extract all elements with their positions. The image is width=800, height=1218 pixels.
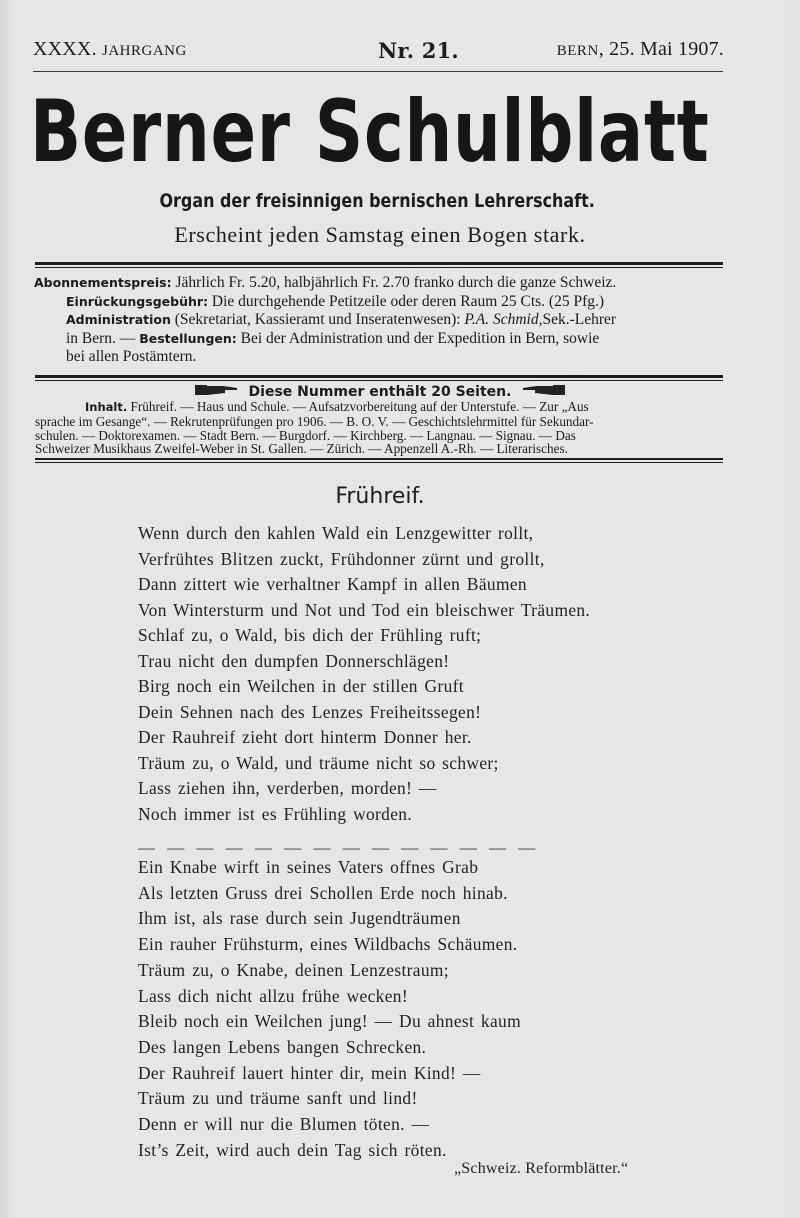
poem-stanza-2 [138, 855, 521, 1163]
newspaper-subtitle [0, 190, 755, 212]
page-count-text: Diese Nummer enthält 20 Seiten. [248, 384, 512, 400]
poem-line: Lass dich nicht allzu frühe wecken! [138, 985, 408, 1006]
subscription-price-text: Jährlich Fr. 5.20, halbjährlich Fr. 2.70 franko durch die ganze Schweiz. [171, 274, 617, 291]
poem-line: Birg noch ein Weilchen in der stillen Gruft [138, 676, 464, 696]
orders-text-2: bei allen Postämtern. [66, 348, 197, 365]
poem-source: „Schweiz. Reformblätter.“ [454, 1160, 629, 1177]
poem-line: Denn er will nur die Blumen töten. — [138, 1114, 430, 1135]
poem-line: Trau nicht den dumpfen Donnerschlägen! [138, 650, 450, 671]
stanza-separator: — — — — — — — — — — — — — — [138, 838, 540, 857]
pointing-hand-right-icon [195, 384, 239, 400]
poem-line: Dann zittert wie verhaltner Kampf in allen Bäumen [138, 574, 527, 594]
place-date [557, 38, 724, 61]
table-of-contents [35, 400, 725, 456]
administrator-name: P.A. Schmid, [464, 311, 543, 328]
poem-line: Des langen Lebens bangen Schrecken. [138, 1036, 427, 1057]
contents-line: schulen. — Doktorexamen. — Stadt Bern. — Burgdorf. — Kirchberg. — Langnau. — Signau. — Das [35, 427, 576, 443]
poem-stanza-1 [138, 521, 590, 827]
pointing-hand-left-icon [521, 384, 565, 400]
orders-text: Bei der Administration und der Expedition in Bern, sowie [236, 329, 600, 347]
poem-line: Träum zu und träume sanft und lind! [138, 1088, 418, 1109]
administration-text: (Sekretariat, Kassieramt und Inseratenwesen): [170, 311, 465, 328]
subscription-price-row [34, 274, 728, 293]
header-double-rule [35, 262, 723, 268]
poem-line: Der Rauhreif zieht dort hinterm Donner her. [138, 727, 472, 747]
subscription-price-label: Abonnementspreis: [34, 275, 172, 290]
administration-label: Administration [66, 312, 171, 327]
masthead-topline [33, 38, 724, 68]
orders-row [34, 330, 728, 349]
poem-line: Ihm ist, als rase durch sein Jugendträumen [138, 908, 461, 929]
poem-line: Ein Knabe wirft in seines Vaters offnes Grab [138, 857, 479, 877]
poem-line: Ein rauher Frühsturm, eines Wildbachs Schäumen. [138, 934, 518, 955]
poem-line: Als letzten Gruss drei Schollen Erde noch hinab. [138, 882, 508, 903]
poem-line: Wenn durch den kahlen Wald ein Lenzgewitter rollt, [138, 523, 534, 543]
poem-line: Der Rauhreif lauert hinter dir, mein Kind! — [138, 1062, 481, 1083]
orders-label: Bestellungen: [139, 330, 237, 346]
contents-line: sprache im Gesange“. — Rekrutenprüfungen pro 1906. — B. O. V. — Geschichtslehrmittel für Sekundar- [35, 413, 594, 429]
info-double-rule [35, 375, 723, 381]
poem-line: Noch immer ist es Frühling worden. [138, 803, 413, 824]
subscription-info [34, 274, 728, 367]
date: , 25. Mai 1907. [598, 38, 724, 60]
subtitle-text: Organ der freisinnigen bernischen Lehrerschaft. [159, 190, 596, 212]
poem-line: Lass ziehen ihn, verderben, morden! — [138, 778, 437, 798]
contents-text: Frühreif. — Haus und Schule. — Aufsatzvorbereitung auf der Unterstufe. — Zur „Aus [127, 399, 589, 414]
insertion-fee-text: Die durchgehende Petitzeile oder deren Raum 25 Cts. (25 Pfg.) [208, 292, 605, 310]
poem-line: Von Wintersturm und Not und Tod ein bleischwer Träumen. [138, 599, 591, 620]
masthead-rule [33, 71, 723, 72]
page-count-banner [0, 384, 760, 400]
contents-line: Schweizer Musikhaus Zweifel-Weber in St. Gallen. — Zürich. — Appenzell A.-Rh. — Literarisches. [35, 441, 568, 457]
place: BERN [556, 43, 599, 59]
contents-double-rule [35, 458, 723, 463]
administration-place: in Bern. — [66, 329, 140, 347]
insertion-fee-label: Einrückungsgebühr: [66, 293, 209, 309]
contents-line [35, 400, 725, 415]
insertion-fee-row [34, 293, 728, 312]
contents-label: Inhalt. [85, 400, 128, 414]
poem-line: Dein Sehnen nach des Lenzes Freiheitssegen! [138, 701, 482, 722]
issue-number: Nr. 21. [378, 38, 459, 63]
volume [33, 38, 187, 61]
poem-line: Bleib noch ein Weilchen jung! — Du ahnest kaum [138, 1011, 521, 1032]
poem-line: Schlaf zu, o Wald, bis dich der Frühling ruft; [138, 625, 482, 645]
poem-line: Träum zu, o Wald, und träume nicht so schwer; [138, 752, 499, 773]
volume-number: XXXX. [33, 38, 97, 60]
orders-row-2 [34, 348, 728, 367]
poem-line: Ist’s Zeit, wird auch dein Tag sich röten. [138, 1139, 447, 1160]
poem-title: Frühreif. [335, 484, 425, 509]
poem-line: Verfrühtes Blitzen zuckt, Frühdonner zürnt und grollt, [138, 548, 545, 569]
poem-line: Träum zu, o Knabe, deinen Lenzestraum; [138, 959, 449, 980]
administration-row [34, 311, 728, 330]
volume-label: JAHRGANG [101, 43, 187, 59]
administrator-role: Sek.-Lehrer [542, 311, 617, 328]
newspaper-title: Berner Schulblatt [30, 82, 710, 182]
publication-schedule: Erscheint jeden Samstag einen Bogen stark. [174, 222, 586, 247]
